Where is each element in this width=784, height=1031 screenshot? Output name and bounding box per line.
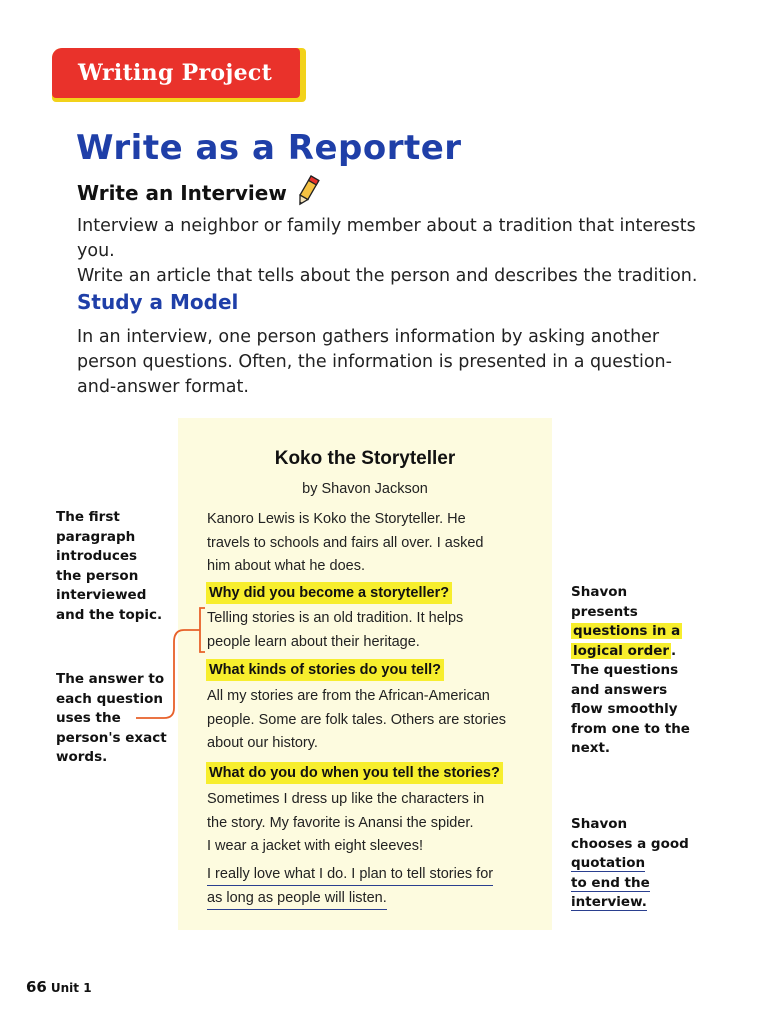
note-line: paragraph xyxy=(56,528,136,545)
note-line: The answer to xyxy=(56,671,165,687)
note-underlined: to end the xyxy=(571,874,650,891)
note-line: chooses a good xyxy=(571,835,689,852)
question-1: Why did you become a storyteller? xyxy=(206,582,452,604)
note-line: presents xyxy=(571,603,638,620)
note-highlight: logical order xyxy=(573,642,670,659)
note-underlined: interview. xyxy=(571,894,647,910)
article-title: Koko the Storyteller xyxy=(274,448,456,469)
note-line: from one to the xyxy=(571,720,690,737)
section-heading: Study a Model xyxy=(77,290,239,314)
intro-line: Interview a neighbor or family member about a tradition that interests you. xyxy=(77,216,696,261)
left-note-exact-words xyxy=(56,670,167,768)
note-line: Shavon xyxy=(571,584,628,600)
right-note-quotation xyxy=(571,815,689,913)
note-line: each question xyxy=(56,690,164,707)
study-line: and-answer format. xyxy=(77,377,249,397)
right-note-logical-order xyxy=(571,583,690,759)
article-line: people. Some are folk tales. Others are stories xyxy=(207,711,507,728)
page-number: 66 xyxy=(26,978,47,996)
article-line: travels to schools and fairs all over. I asked xyxy=(207,534,484,551)
study-line: person questions. Often, the information is presented in a question- xyxy=(77,352,672,372)
closing-line: as long as people will listen. xyxy=(207,888,387,910)
left-note-first-paragraph xyxy=(56,508,162,625)
article-line: All my stories are from the African-American xyxy=(207,688,490,704)
intro-line: Write an article that tells about the person and describes the tradition. xyxy=(77,266,698,286)
note-line: uses the xyxy=(56,710,121,726)
note-line: person's exact xyxy=(56,729,167,746)
note-line: flow smoothly xyxy=(571,701,678,717)
note-line: next. xyxy=(571,740,611,756)
note-line: and answers xyxy=(571,681,668,698)
answer-3 xyxy=(207,788,537,859)
note-line: introduces xyxy=(56,548,138,564)
answer-2 xyxy=(207,685,537,756)
note-line: Shavon xyxy=(571,816,628,832)
note-highlight: questions in a xyxy=(573,623,681,639)
question-2: What kinds of stories do you tell? xyxy=(206,659,444,681)
answer-1 xyxy=(207,607,537,654)
unit-label: Unit 1 xyxy=(50,981,92,995)
writing-project-banner xyxy=(52,48,306,102)
article-line: people learn about their heritage. xyxy=(207,633,420,650)
article-line: Telling stories is an old tradition. It helps xyxy=(207,610,464,626)
note-line: The questions xyxy=(571,662,679,678)
pencil-icon xyxy=(292,174,322,208)
article-line: about our history. xyxy=(207,735,318,751)
article-line: Kanoro Lewis is Koko the Storyteller. He xyxy=(207,511,466,527)
article-byline: by Shavon Jackson xyxy=(302,481,428,497)
question-3: What do you do when you tell the stories? xyxy=(206,762,503,784)
note-line: The first xyxy=(56,509,120,525)
page-footer xyxy=(26,978,92,996)
closing-line: I really love what I do. I plan to tell stories for xyxy=(207,864,493,886)
intro-paragraph xyxy=(77,214,717,289)
note-line: the person xyxy=(56,567,139,584)
note-period: . xyxy=(671,642,677,659)
article-line: I wear a jacket with eight sleeves! xyxy=(207,838,423,854)
note-line: interviewed xyxy=(56,587,147,603)
article-line: Sometimes I dress up like the characters in xyxy=(207,791,485,807)
closing-quote xyxy=(207,862,537,910)
note-line: words. xyxy=(56,749,108,765)
note-underlined: quotation xyxy=(571,855,646,871)
study-paragraph xyxy=(77,325,717,400)
article-line: him about what he does. xyxy=(207,558,365,574)
article-line: the story. My favorite is Anansi the spider. xyxy=(207,814,474,831)
subtitle: Write an Interview xyxy=(77,181,287,205)
page-title: Write as a Reporter xyxy=(76,128,462,168)
study-line: In an interview, one person gathers information by asking another xyxy=(77,327,660,347)
banner-label: Writing Project xyxy=(78,60,273,86)
article-intro xyxy=(207,508,537,579)
note-line: and the topic. xyxy=(56,606,163,623)
